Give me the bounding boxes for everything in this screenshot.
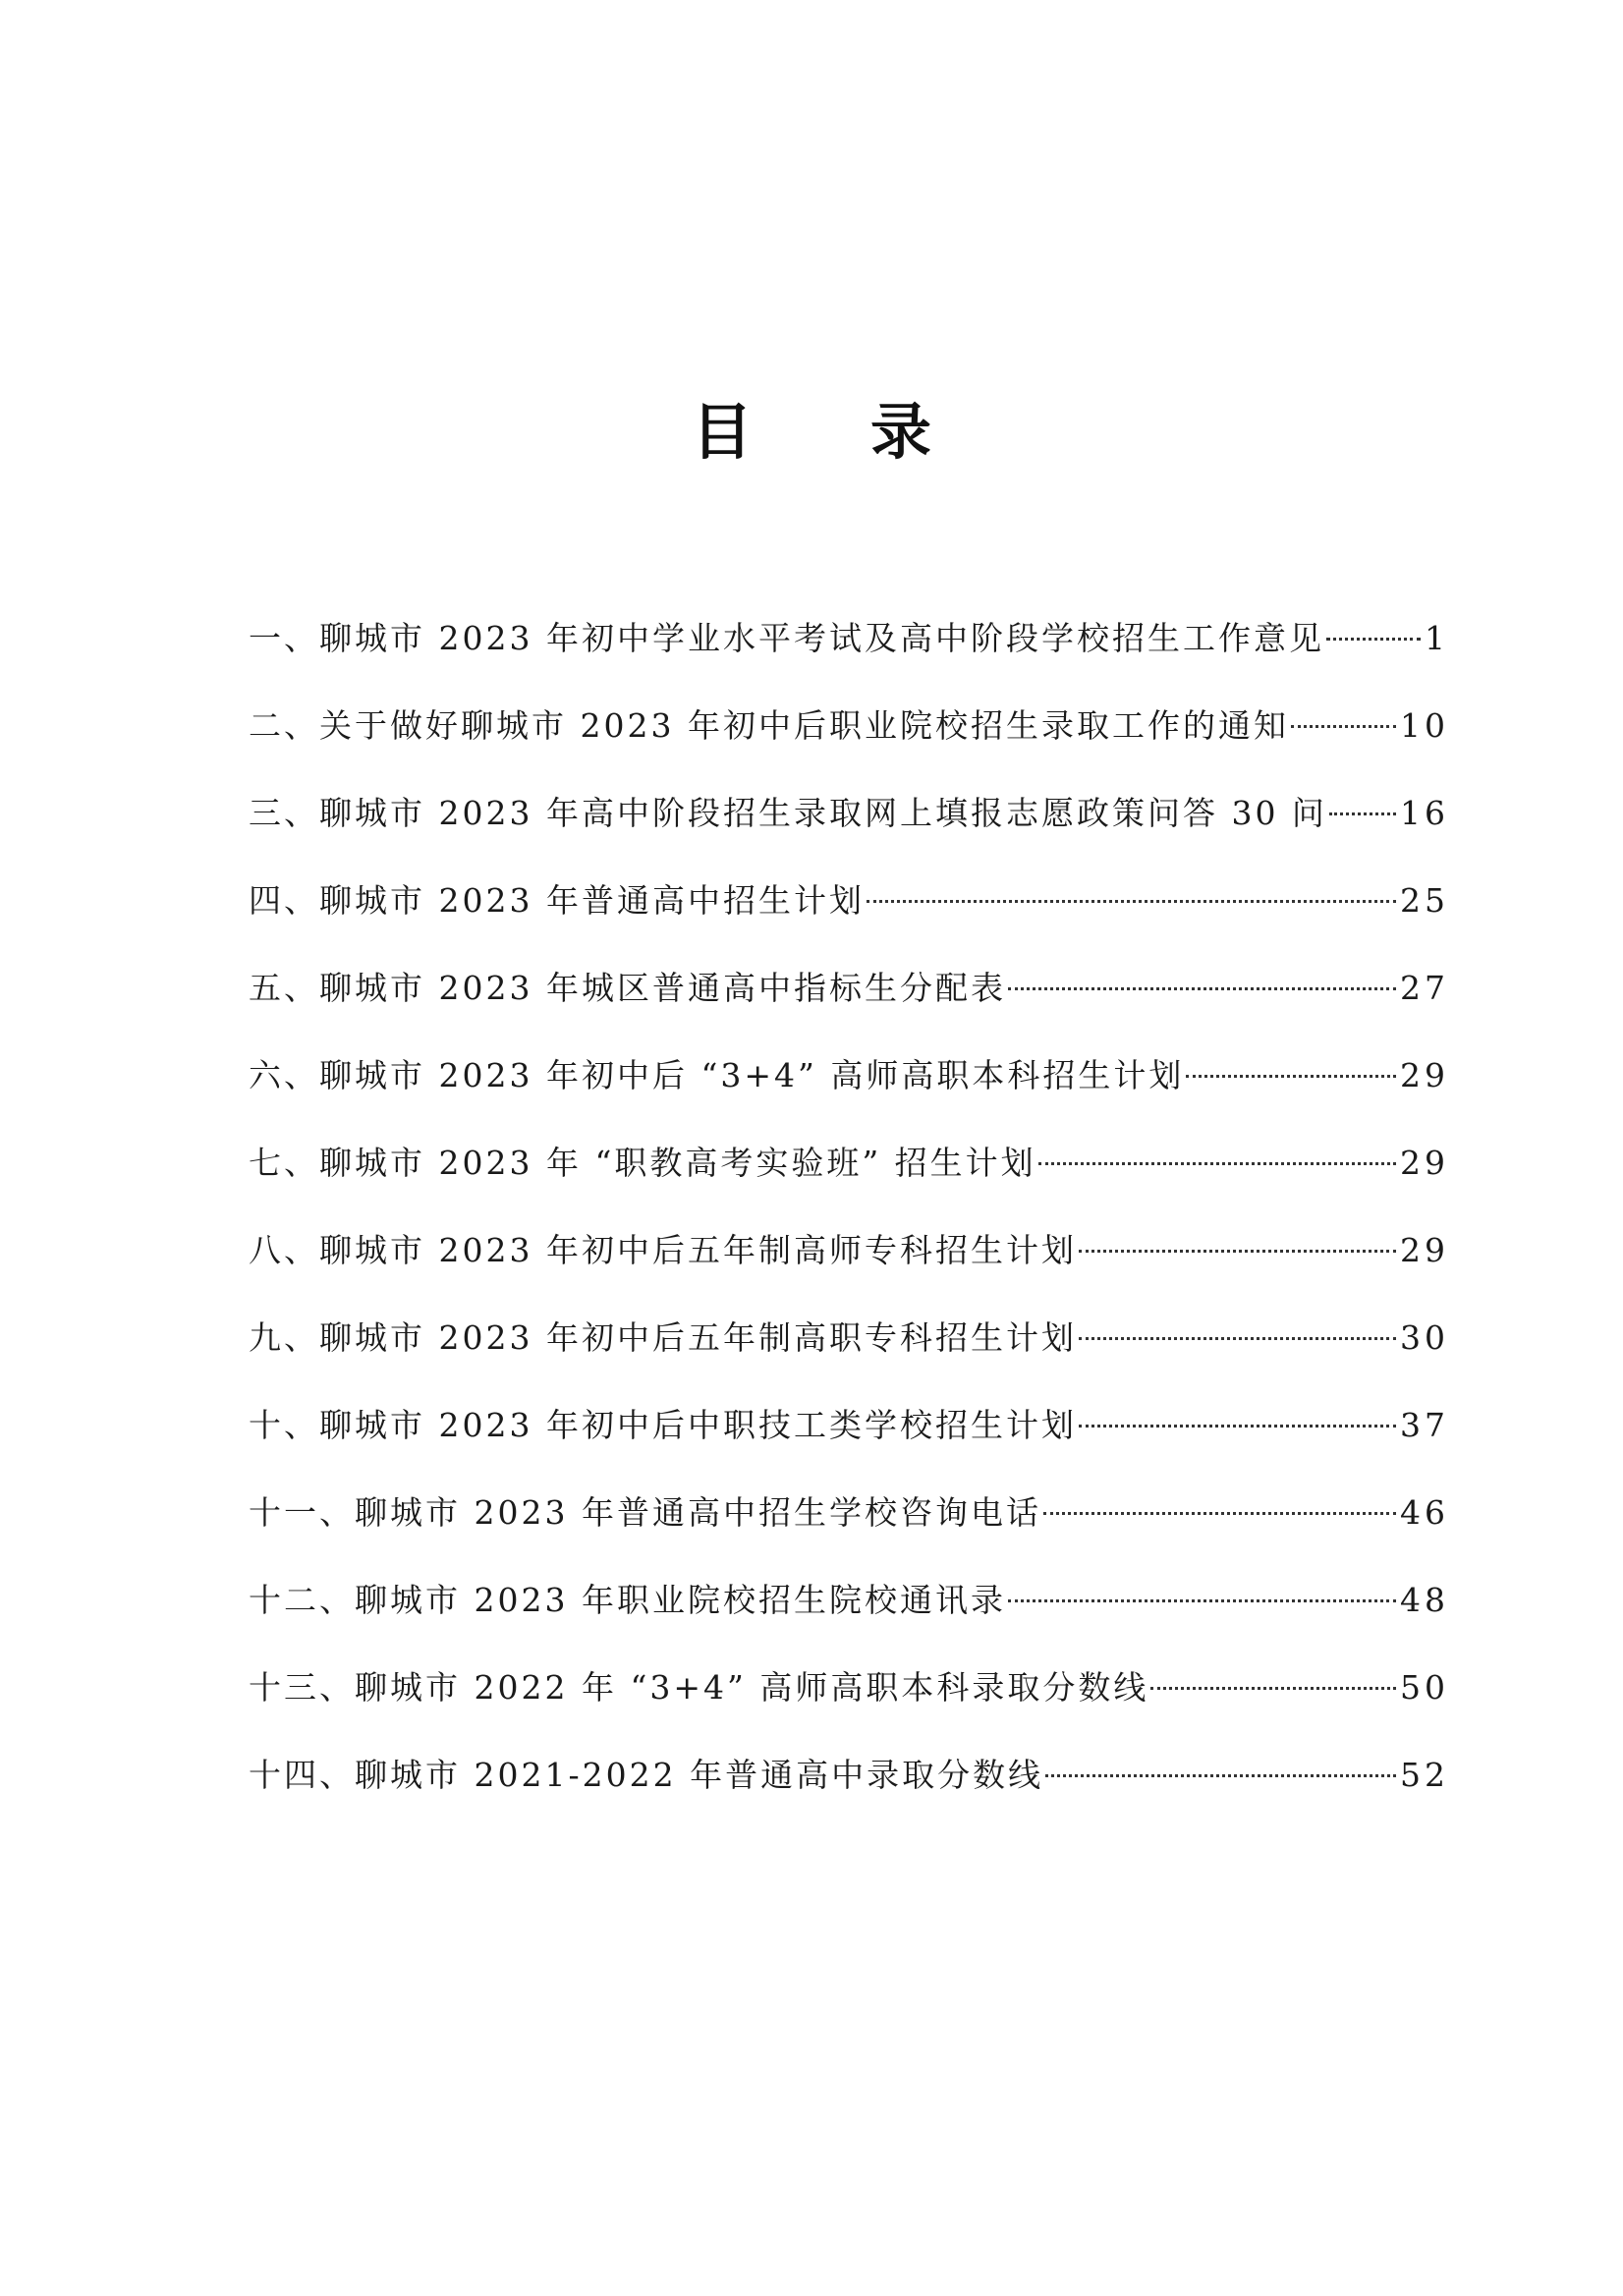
toc-entry-page: 27 [1400, 969, 1449, 1007]
dot-leader [1079, 1337, 1396, 1340]
toc-entry[interactable] [249, 1571, 1449, 1658]
toc-entry[interactable] [249, 784, 1449, 871]
toc-entry[interactable] [249, 1658, 1449, 1746]
toc-entry-title: 六、聊城市 2023 年初中后 “3+4” 高师高职本科招生计划 [249, 1056, 1185, 1094]
toc-entry-page: 29 [1400, 1231, 1449, 1269]
dot-leader [867, 900, 1396, 903]
toc-entry-title: 八、聊城市 2023 年初中后五年制高师专科招生计划 [249, 1231, 1077, 1269]
toc-entry-title: 二、关于做好聊城市 2023 年初中后职业院校招生录取工作的通知 [249, 706, 1289, 745]
dot-leader [1043, 1512, 1396, 1515]
dot-leader [1186, 1075, 1396, 1078]
dot-leader [1326, 638, 1421, 641]
title-char: 目 [691, 396, 753, 468]
toc-entry[interactable] [249, 1221, 1449, 1309]
toc-entry[interactable] [249, 1309, 1449, 1396]
toc-entry[interactable] [249, 1046, 1449, 1134]
toc-entry-title: 十三、聊城市 2022 年 “3+4” 高师高职本科录取分数线 [249, 1668, 1149, 1707]
toc-entry[interactable] [249, 609, 1449, 697]
toc-entry-title: 五、聊城市 2023 年城区普通高中指标生分配表 [249, 969, 1006, 1007]
dot-leader [1079, 1250, 1396, 1253]
title-char: 录 [870, 396, 932, 468]
toc-entry[interactable] [249, 1396, 1449, 1484]
toc-entry-page: 46 [1400, 1493, 1449, 1532]
toc-entry-title: 三、聊城市 2023 年高中阶段招生录取网上填报志愿政策问答 30 问 [249, 794, 1327, 832]
toc-entry-title: 十四、聊城市 2021-2022 年普通高中录取分数线 [249, 1756, 1044, 1794]
toc-entry-page: 52 [1400, 1756, 1449, 1794]
toc-entry-page: 25 [1400, 881, 1449, 920]
table-of-contents [249, 609, 1449, 1833]
toc-entry[interactable] [249, 1746, 1449, 1833]
toc-entry-title: 九、聊城市 2023 年初中后五年制高职专科招生计划 [249, 1318, 1077, 1357]
toc-entry[interactable] [249, 1484, 1449, 1571]
toc-entry-page: 29 [1400, 1144, 1449, 1182]
toc-entry-title: 七、聊城市 2023 年 “职教高考实验班” 招生计划 [249, 1144, 1036, 1182]
dot-leader [1038, 1162, 1396, 1165]
toc-entry-page: 37 [1400, 1406, 1449, 1444]
toc-entry-title: 十一、聊城市 2023 年普通高中招生学校咨询电话 [249, 1493, 1041, 1532]
dot-leader [1150, 1687, 1396, 1690]
toc-entry-page: 30 [1400, 1318, 1449, 1357]
toc-entry[interactable] [249, 697, 1449, 784]
page-title [0, 393, 1623, 472]
dot-leader [1291, 725, 1396, 728]
toc-entry[interactable] [249, 959, 1449, 1046]
toc-entry-page: 29 [1400, 1056, 1449, 1094]
toc-entry-title: 十、聊城市 2023 年初中后中职技工类学校招生计划 [249, 1406, 1077, 1444]
toc-entry-title: 一、聊城市 2023 年初中学业水平考试及高中阶段学校招生工作意见 [249, 619, 1324, 657]
toc-entry-page: 10 [1400, 706, 1449, 745]
toc-entry-title: 十二、聊城市 2023 年职业院校招生院校通讯录 [249, 1581, 1006, 1619]
toc-entry-page: 48 [1400, 1581, 1449, 1619]
toc-entry[interactable] [249, 871, 1449, 959]
toc-entry-page: 16 [1400, 794, 1449, 832]
dot-leader [1329, 812, 1396, 815]
dot-leader [1008, 987, 1396, 990]
dot-leader [1079, 1425, 1396, 1428]
toc-entry-page: 50 [1400, 1668, 1449, 1707]
dot-leader [1045, 1774, 1396, 1777]
toc-entry[interactable] [249, 1134, 1449, 1221]
toc-entry-page: 1 [1425, 619, 1449, 657]
toc-entry-title: 四、聊城市 2023 年普通高中招生计划 [249, 881, 865, 920]
dot-leader [1008, 1599, 1396, 1602]
